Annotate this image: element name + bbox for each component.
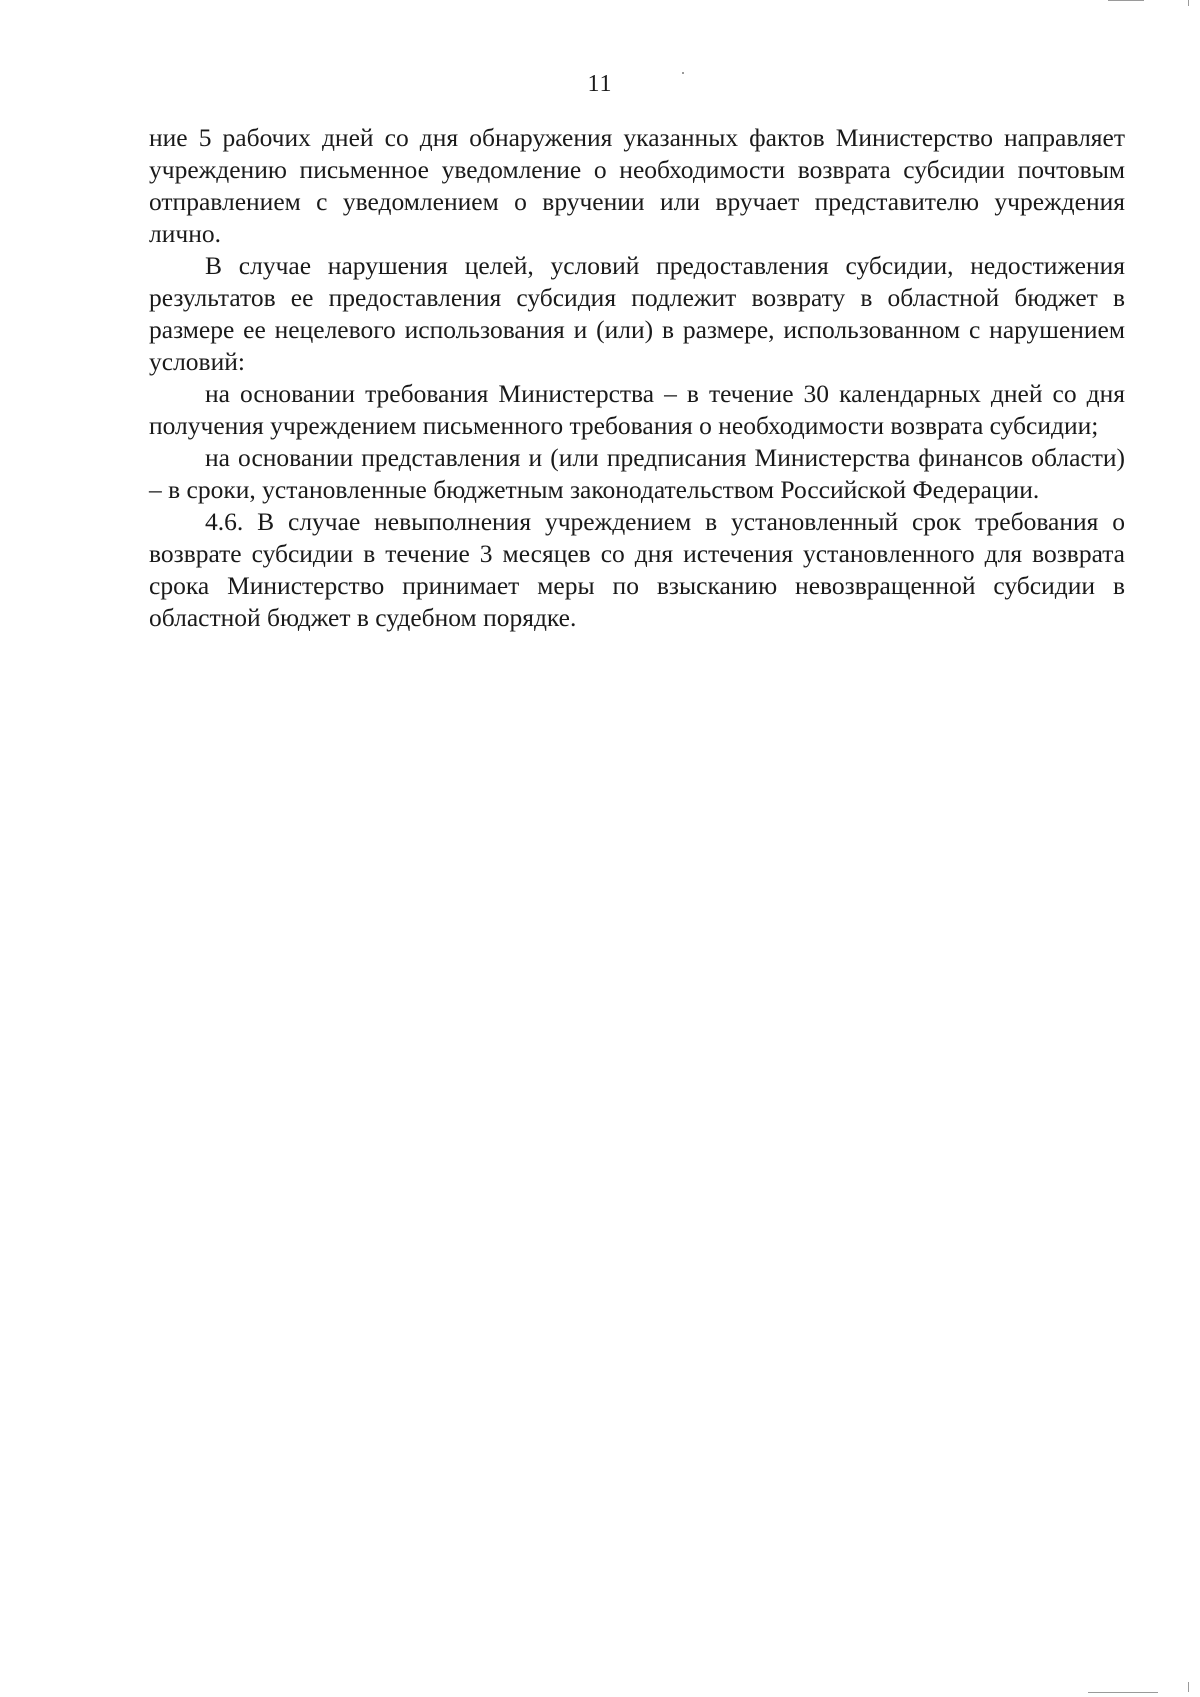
paragraph-finance-ministry-order: на основании представления и (или предписания Министерства финансов области) – в сроки, установленные бюджетным законодательством Российской Федерации. (149, 443, 1125, 504)
scan-edge-mark (1188, 0, 1189, 6)
paragraph-4-6-court-recovery: 4.6. В случае невыполнения учреждением в установленный срок требования о возврате субсидии в течение 3 месяцев со дня истечения установленного для возврата срока Министерство принимает меры по взысканию невозвращенной субсидии в областной бюджет в судебном порядке. (149, 507, 1125, 632)
document-body (149, 122, 1125, 634)
paragraph-ministry-demand: на основании требования Министерства – в течение 30 календарных дней со дня получения учреждением письменного требования о необходимости возврата субсидии; (149, 379, 1125, 440)
scan-edge-mark (1188, 1682, 1189, 1692)
scan-edge-mark (1088, 1692, 1158, 1693)
scan-speck (682, 72, 684, 74)
page-number: 11 (587, 71, 613, 97)
scan-edge-mark (1108, 0, 1144, 1)
paragraph-return-notice: ние 5 рабочих дней со дня обнаружения указанных фактов Министерство направляет учреждению письменное уведомление о необходимости возврата субсидии почтовым отправлением с уведомлением о вручении или вручает представителю учреждения лично. (149, 123, 1125, 248)
paragraph-violation-return: В случае нарушения целей, условий предоставления субсидии, недостижения результатов ее предоставления субсидия подлежит возврату в областной бюджет в размере ее нецелевого использования и (или) в размере, использованном с нарушением условий: (149, 251, 1125, 376)
